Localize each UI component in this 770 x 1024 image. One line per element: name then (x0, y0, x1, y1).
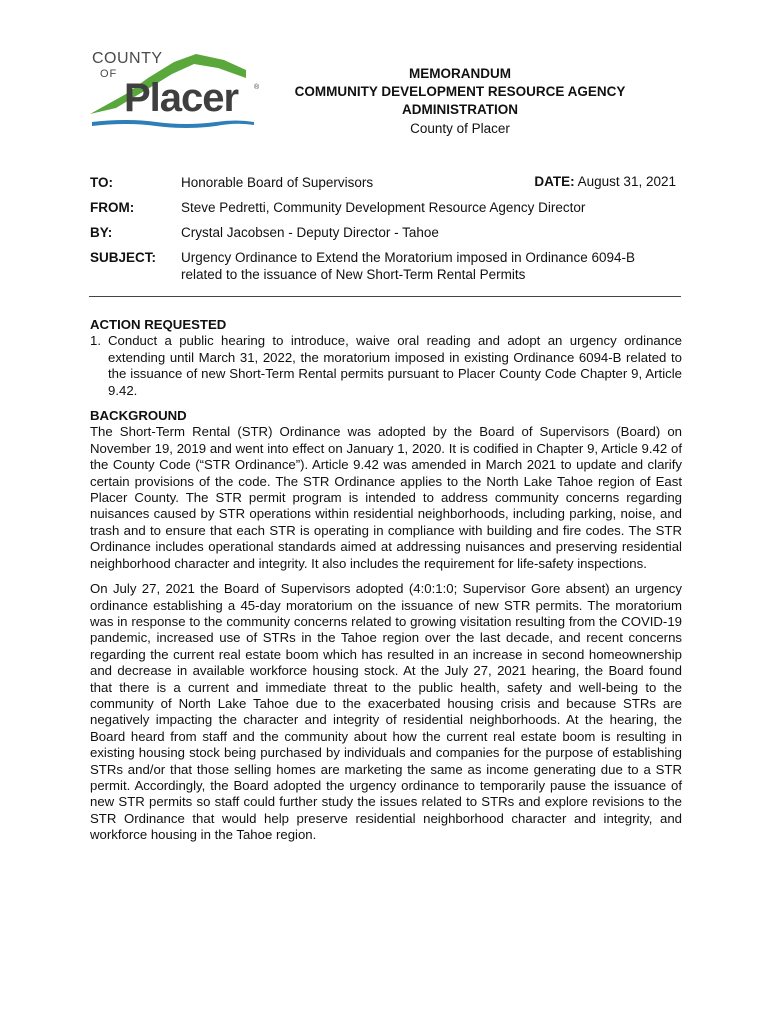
date-label: DATE: (534, 174, 575, 189)
date-value: August 31, 2021 (577, 174, 676, 189)
by-value: Crystal Jacobsen - Deputy Director - Tahoe (181, 225, 439, 240)
to-label: TO: (90, 175, 113, 190)
header-line-2: COMMUNITY DEVELOPMENT RESOURCE AGENCY (294, 84, 626, 99)
subject-value: Urgency Ordinance to Extend the Moratorium imposed in Ordinance 6094-B related to the issuance of New Short-Term Rental Permits (181, 250, 635, 282)
from-value: Steve Pedretti, Community Development Resource Agency Director (181, 200, 586, 215)
action-item-text: Conduct a public hearing to introduce, waive oral reading and adopt an urgency ordinance extending until March 31, 2022, the moratorium imposed in existing Ordinance 6094-B related to the issuance of new Short-Term Rental permits pursuant to Placer County Code Chapter 9, Article 9.42. (108, 333, 682, 398)
background-heading: BACKGROUND (90, 408, 187, 424)
memo-body (90, 317, 682, 844)
date-field (534, 174, 676, 189)
logo-registered-mark: ® (254, 84, 260, 91)
to-value: Honorable Board of Supervisors (181, 175, 374, 190)
background-paragraph-2: On July 27, 2021 the Board of Supervisors adopted (4:0:1:0; Supervisor Gore absent) an urgency ordinance establishing a 45-day moratorium on the issuance of new STR permits. The moratorium was in response to the community concerns related to growing visitation resulting from the COVID-19 pandemic, increased use of STRs in the Tahoe region over the last decade, and recent concerns regarding the current real estate boom which has resulted in an increase in second homeownership and decrease in available workforce housing stock. At the July 27, 2021 hearing, the Board found that there is a current and immediate threat to the public health, safety and well-being to the community of North Lake Tahoe due to the exacerbated housing crisis and because STRs are negatively impacting the character and integrity of residential neighborhoods. At the hearing, the Board heard from staff and the community about how the current real estate boom is resulting in existing housing stock being purchased by individuals and companies for the purpose of establishing STRs and/or that those selling homes are marketing the same as income generating due to a STR permit. Accordingly, the Board adopted the urgency ordinance to temporarily pause the issuance of new STR permits so staff could further study the issues related to STRs and explore revisions to the STR Ordinance that would help preserve residential neighborhood character and integrity, and workforce housing in the Tahoe region. (90, 581, 682, 843)
header-subtitle: County of Placer (410, 121, 510, 136)
background-paragraph-1: The Short-Term Rental (STR) Ordinance was adopted by the Board of Supervisors (Board) on November 19, 2019 and went into effect on January 1, 2020. It is codified in Chapter 9, Article 9.42 of the County Code (“STR Ordinance”). Article 9.42 was amended in March 2021 to update and clarify certain provisions of the code. The STR Ordinance applies to the North Lake Tahoe region of East Placer County. The STR permit program is intended to address community concerns regarding nuisances caused by STR operations within residential neighborhoods, including parking, noise, and trash and to ensure that each STR is operating in compliance with building and fire codes. The STR Ordinance includes operational standards aimed at addressing nuisances and preserving residential neighborhood character and integrity. It also includes the requirement for life-safety inspections. (90, 424, 682, 571)
subject-label: SUBJECT: (90, 250, 157, 265)
by-label: BY: (90, 225, 113, 240)
county-logo (86, 48, 266, 130)
header-divider (89, 296, 681, 297)
header-line-3: ADMINISTRATION (402, 102, 518, 117)
from-label: FROM: (90, 200, 135, 215)
action-heading: ACTION REQUESTED (90, 317, 227, 332)
action-item (90, 333, 682, 399)
logo-of-text: OF (100, 68, 118, 80)
memo-header (260, 65, 660, 138)
header-line-1: MEMORANDUM (409, 66, 511, 81)
logo-county-text: COUNTY (92, 50, 163, 67)
action-item-number: 1. (90, 333, 101, 349)
logo-placer-text: Placer (124, 76, 239, 120)
